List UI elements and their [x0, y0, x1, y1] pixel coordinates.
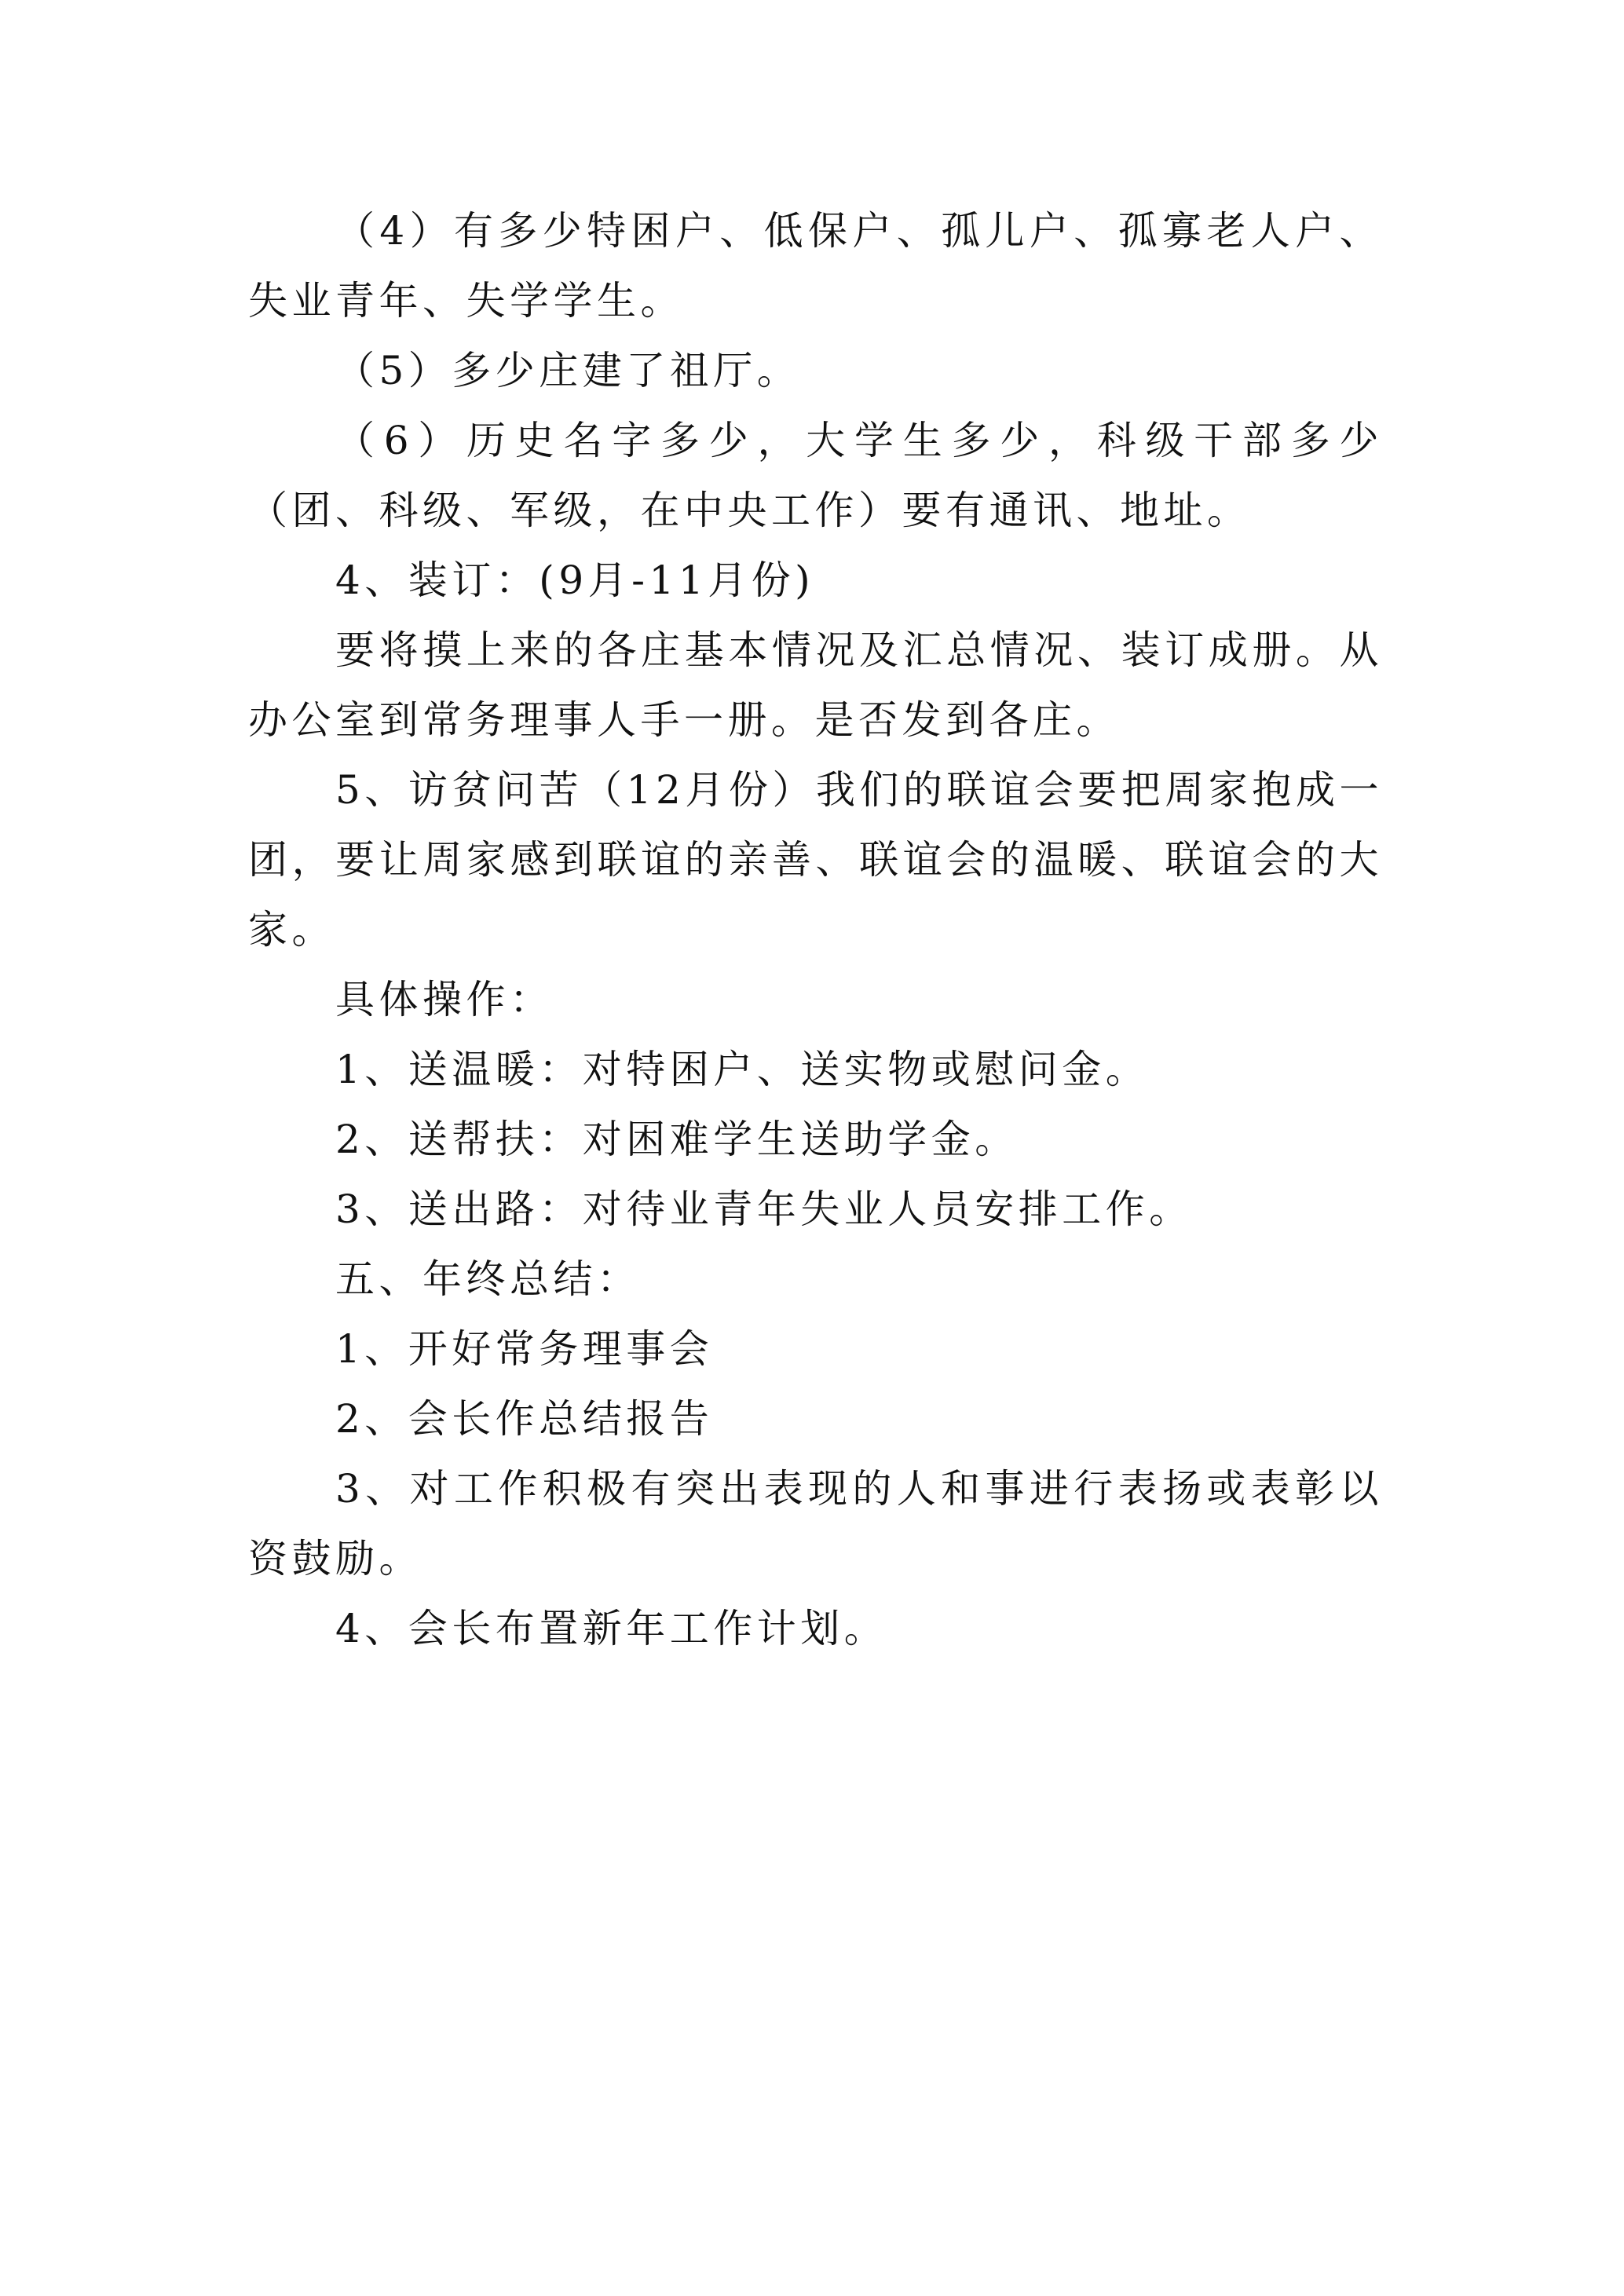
paragraph-commendation: 3、对工作积极有突出表现的人和事进行表扬或表彰以资鼓励。	[248, 1466, 1383, 1581]
paragraph-send-employment: 3、送出路：对待业青年失业人员安排工作。	[335, 1186, 1193, 1232]
paragraph-item-5-ancestral-halls: （5）多少庄建了祖厅。	[335, 348, 801, 393]
document-body	[248, 196, 1383, 1664]
paragraph-poverty-visits: 5、访贫问苦（12月份）我们的联谊会要把周家抱成一团，要让周家感到联谊的亲善、联谊会的温暖、联谊会的大家。	[248, 767, 1383, 952]
paragraph-operations-heading: 具体操作：	[335, 977, 554, 1022]
paragraph-binding-heading: 4、装订：(9月-11月份)	[335, 558, 815, 603]
paragraph-summary-report: 2、会长作总结报告	[335, 1396, 714, 1442]
paragraph-send-assistance: 2、送帮扶：对困难学生送助学金。	[335, 1117, 1019, 1162]
paragraph-council-meeting: 1、开好常务理事会	[335, 1326, 714, 1372]
paragraph-item-4-needy-households: （4）有多少特困户、低保户、孤儿户、孤寡老人户、失业青年、失学学生。	[248, 208, 1383, 324]
paragraph-new-year-plan: 4、会长布置新年工作计划。	[335, 1606, 888, 1651]
paragraph-year-end-heading: 五、年终总结：	[335, 1256, 641, 1302]
paragraph-binding-detail: 要将摸上来的各庄基本情况及汇总情况、装订成册。从办公室到常务理事人手一册。是否发到各庄。	[248, 627, 1383, 743]
paragraph-item-6-notable-people: （6）历史名字多少，大学生多少，科级干部多少（团、科级、军级，在中央工作）要有通讯、地址。	[248, 418, 1383, 533]
paragraph-send-warmth: 1、送温暖：对特困户、送实物或慰问金。	[335, 1047, 1150, 1092]
